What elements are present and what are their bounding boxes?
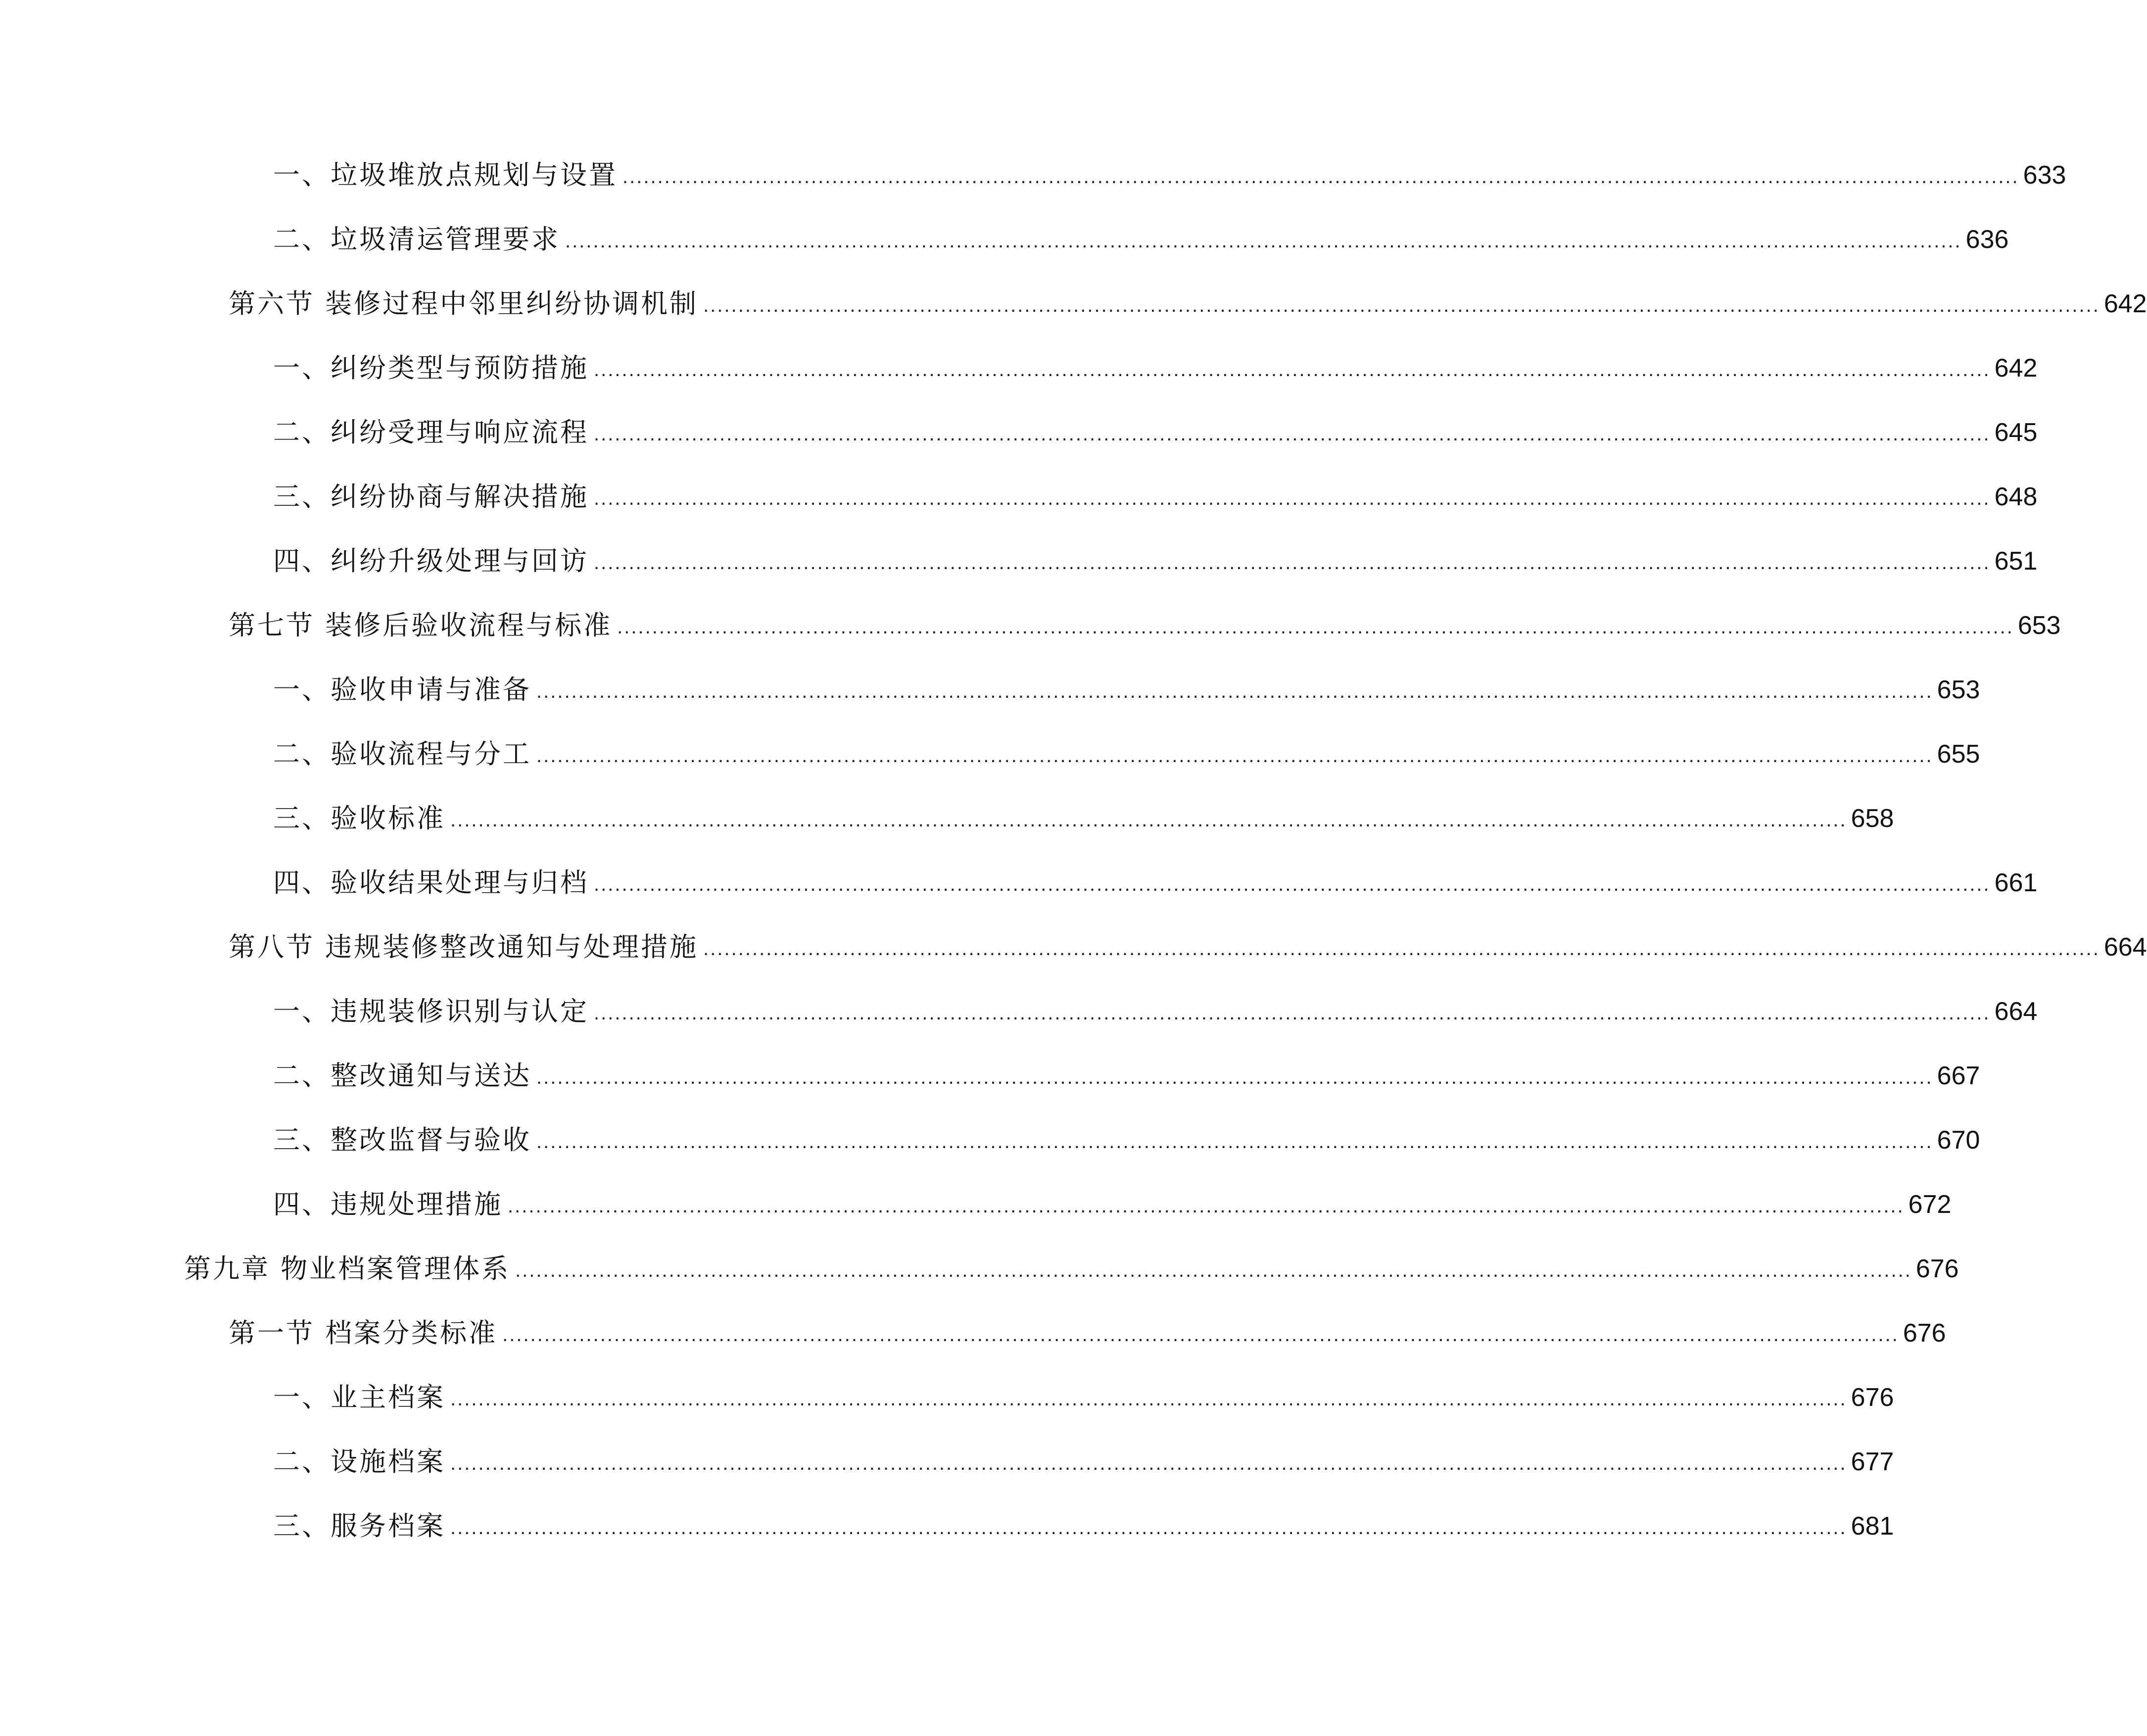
toc-page-number: 642 <box>2103 289 2147 318</box>
toc-subsection-entry[interactable] <box>0 994 2038 1058</box>
toc-dot-leader: ........................................................................................................................................................................................................ <box>450 809 1847 831</box>
toc-subsection-entry[interactable] <box>0 1058 1980 1122</box>
toc-entry-title: 第九章 物业档案管理体系 <box>184 1253 511 1284</box>
toc-entry-title: 第八节 违规装修整改通知与处理措施 <box>229 931 699 963</box>
toc-subsection-entry[interactable] <box>0 222 2009 286</box>
toc-section-entry[interactable] <box>0 1315 1946 1380</box>
toc-subsection-entry[interactable] <box>0 1508 1894 1573</box>
toc-dot-leader: ........................................................................................................................................................................................................ <box>622 166 2019 188</box>
toc-subsection-entry[interactable] <box>0 157 2066 222</box>
toc-page-number: 636 <box>1965 225 2009 254</box>
toc-subsection-entry[interactable] <box>0 1444 1894 1508</box>
toc-entry-title: 二、设施档案 <box>273 1446 445 1477</box>
toc-entry-title: 一、业主档案 <box>273 1382 445 1413</box>
toc-subsection-entry[interactable] <box>0 543 2038 608</box>
toc-entry-title: 一、垃圾堆放点规划与设置 <box>273 159 618 191</box>
toc-dot-leader: ........................................................................................................................................................................................................ <box>594 359 1991 381</box>
toc-entry-title: 一、违规装修识别与认定 <box>273 996 589 1027</box>
toc-dot-leader: ........................................................................................................................................................................................................ <box>536 1066 1933 1088</box>
toc-page-number: 676 <box>1903 1319 1946 1348</box>
toc-page-number: 645 <box>1994 418 2038 447</box>
toc-page-number: 664 <box>2103 933 2147 962</box>
toc-page-number: 653 <box>1937 675 1980 704</box>
toc-dot-leader: ........................................................................................................................................................................................................ <box>594 1002 1991 1024</box>
toc-chapter-entry[interactable] <box>0 1251 1959 1315</box>
toc-entry-title: 二、纠纷受理与响应流程 <box>273 417 589 448</box>
toc-entry-title: 二、验收流程与分工 <box>273 738 531 770</box>
toc-entry-title: 二、垃圾清运管理要求 <box>273 224 560 255</box>
toc-subsection-entry[interactable] <box>0 672 1980 736</box>
toc-subsection-entry[interactable] <box>0 736 1980 801</box>
toc-entry-title: 四、验收结果处理与归档 <box>273 867 589 898</box>
toc-subsection-entry[interactable] <box>0 1122 1980 1187</box>
toc-page-number: 676 <box>1915 1254 1959 1283</box>
toc-page-number: 633 <box>2023 161 2066 190</box>
toc-page-number: 653 <box>2017 611 2061 640</box>
toc-entry-title: 一、验收申请与准备 <box>273 674 531 705</box>
toc-subsection-entry[interactable] <box>0 801 1894 865</box>
toc-page-number: 648 <box>1994 482 2038 511</box>
toc-subsection-entry[interactable] <box>0 415 2038 479</box>
toc-dot-leader: ........................................................................................................................................................................................................ <box>594 873 1991 895</box>
toc-entry-title: 三、整改监督与验收 <box>273 1124 531 1156</box>
toc-page-number: 655 <box>1937 740 1980 769</box>
toc-entry-title: 四、纠纷升级处理与回访 <box>273 545 589 577</box>
toc-entry-title: 第七节 装修后验收流程与标准 <box>229 610 613 641</box>
toc-dot-leader: ........................................................................................................................................................................................................ <box>536 680 1933 702</box>
toc-dot-leader: ........................................................................................................................................................................................................ <box>450 1452 1847 1474</box>
toc-entry-title: 一、纠纷类型与预防措施 <box>273 352 589 384</box>
toc-entry-title: 三、纠纷协商与解决措施 <box>273 481 589 512</box>
toc-dot-leader: ........................................................................................................................................................................................................ <box>450 1388 1847 1410</box>
toc-page-number: 642 <box>1994 354 2038 383</box>
toc-page-number: 658 <box>1851 804 1894 833</box>
toc-page-number: 672 <box>1908 1190 1952 1219</box>
toc-dot-leader: ........................................................................................................................................................................................................ <box>536 1131 1933 1153</box>
toc-section-entry[interactable] <box>0 929 2147 994</box>
toc-dot-leader: ........................................................................................................................................................................................................ <box>536 745 1933 767</box>
toc-entry-title: 四、违规处理措施 <box>273 1189 503 1220</box>
toc-entry-title: 第六节 装修过程中邻里纠纷协调机制 <box>229 288 699 319</box>
toc-subsection-entry[interactable] <box>0 350 2038 415</box>
toc-subsection-entry[interactable] <box>0 479 2038 543</box>
toc-dot-leader: ........................................................................................................................................................................................................ <box>450 1517 1847 1539</box>
toc-page-number: 664 <box>1994 997 2038 1026</box>
toc-page-number: 681 <box>1851 1512 1894 1541</box>
toc-subsection-entry[interactable] <box>0 865 2038 929</box>
toc-entry-title: 三、验收标准 <box>273 803 445 834</box>
toc-entry-title: 第一节 档案分类标准 <box>229 1317 498 1349</box>
toc-dot-leader: ........................................................................................................................................................................................................ <box>594 487 1991 509</box>
toc-section-entry[interactable] <box>0 608 2061 672</box>
toc-subsection-entry[interactable] <box>0 1187 1952 1251</box>
toc-entry-title: 二、整改通知与送达 <box>273 1060 531 1091</box>
toc-subsection-entry[interactable] <box>0 1380 1894 1444</box>
toc-dot-leader: ........................................................................................................................................................................................................ <box>617 616 2014 638</box>
toc-page-number: 670 <box>1937 1126 1980 1155</box>
toc-dot-leader: ........................................................................................................................................................................................................ <box>703 938 2100 960</box>
toc-page-number: 667 <box>1937 1061 1980 1090</box>
toc-dot-leader: ........................................................................................................................................................................................................ <box>594 552 1991 574</box>
toc-dot-leader: ........................................................................................................................................................................................................ <box>508 1195 1905 1217</box>
toc-page-number: 676 <box>1851 1383 1894 1412</box>
toc-dot-leader: ........................................................................................................................................................................................................ <box>703 294 2100 316</box>
toc-dot-leader: ........................................................................................................................................................................................................ <box>502 1324 1899 1346</box>
toc-page-number: 661 <box>1994 868 2038 897</box>
toc-section-entry[interactable] <box>0 286 2147 350</box>
toc-dot-leader: ........................................................................................................................................................................................................ <box>565 230 1962 252</box>
toc-dot-leader: ........................................................................................................................................................................................................ <box>515 1259 1912 1281</box>
toc-dot-leader: ........................................................................................................................................................................................................ <box>594 423 1991 445</box>
toc-entry-title: 三、服务档案 <box>273 1510 445 1542</box>
toc-page-number: 651 <box>1994 547 2038 576</box>
toc-page-number: 677 <box>1851 1447 1894 1476</box>
table-of-contents <box>0 157 2147 1573</box>
